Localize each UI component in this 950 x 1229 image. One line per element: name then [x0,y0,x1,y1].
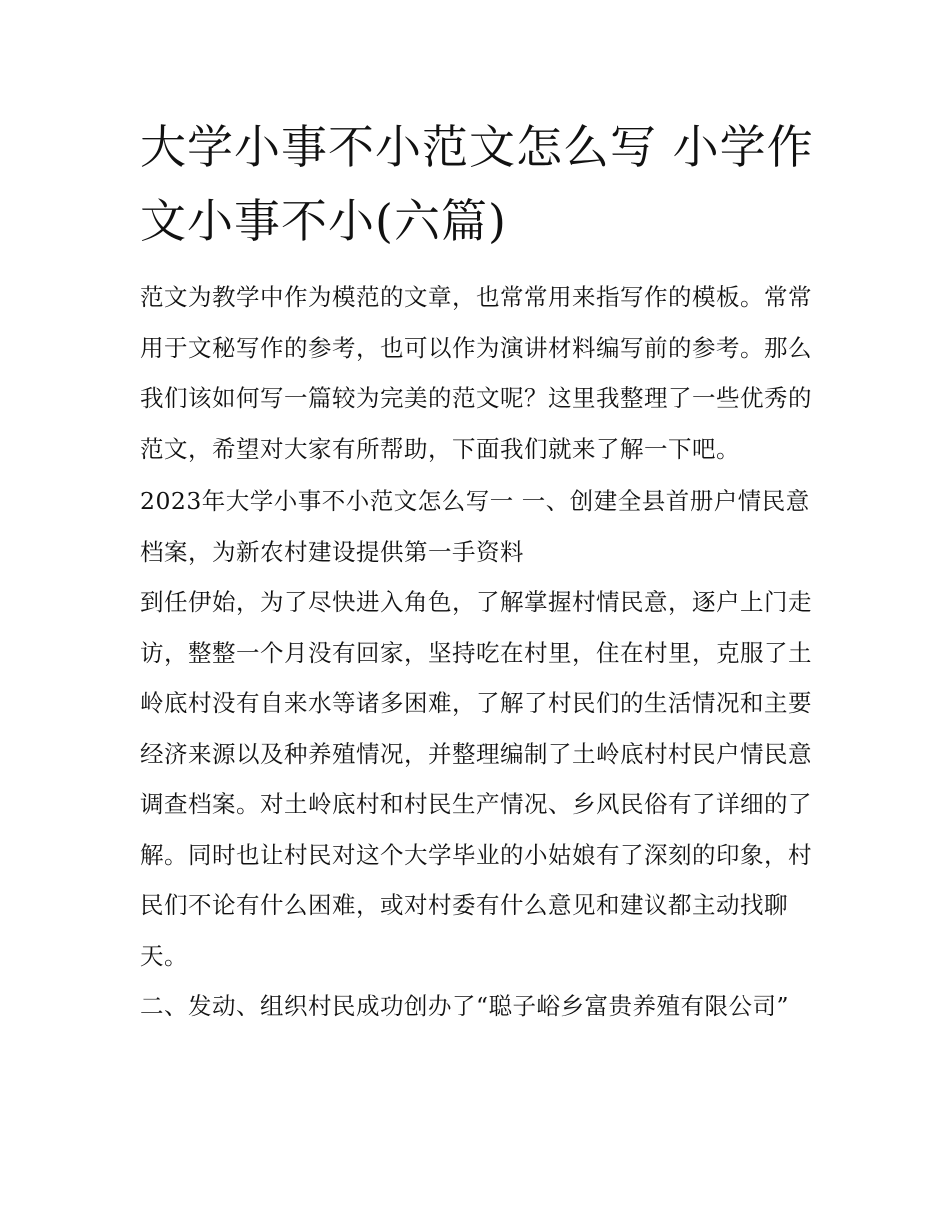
document-page [140,110,820,1032]
section1-heading: 2023年大学小事不小范文怎么写一 一、创建全县首册户情民意档案，为新农村建设提供第一手资料 [140,487,810,566]
section2-heading: 二、发动、组织村民成功创办了“聪子峪乡富贵养殖有限公司” [140,992,790,1020]
intro-paragraph: 范文为教学中作为模范的文章，也常常用来指写作的模板。常常用于文秘写作的参考，也可以作为演讲材料编写前的参考。那么我们该如何写一篇较为完美的范文呢？这里我整理了一些优秀的范文，希望对大家有所帮助，下面我们就来了解一下吧。 [140,283,812,463]
section1-body: 到任伊始，为了尽快进入角色，了解掌握村情民意，逐户上门走访，整整一个月没有回家，坚持吃在村里，住在村里，克服了土岭底村没有自来水等诸多困难，了解了村民们的生活情况和主要经济来源以及种养殖情况，并整理编制了土岭底村村民户情民意调查档案。对土岭底村和村民生产情况、乡风民俗有了详细的了解。同时也让村民对这个大学毕业的小姑娘有了深刻的印象，村民们不论有什么困难，或对村委有什么意见和建议都主动找聊天。 [140,588,812,970]
document-title: 大学小事不小范文怎么写 小学作文小事不小(六篇) [140,120,814,248]
